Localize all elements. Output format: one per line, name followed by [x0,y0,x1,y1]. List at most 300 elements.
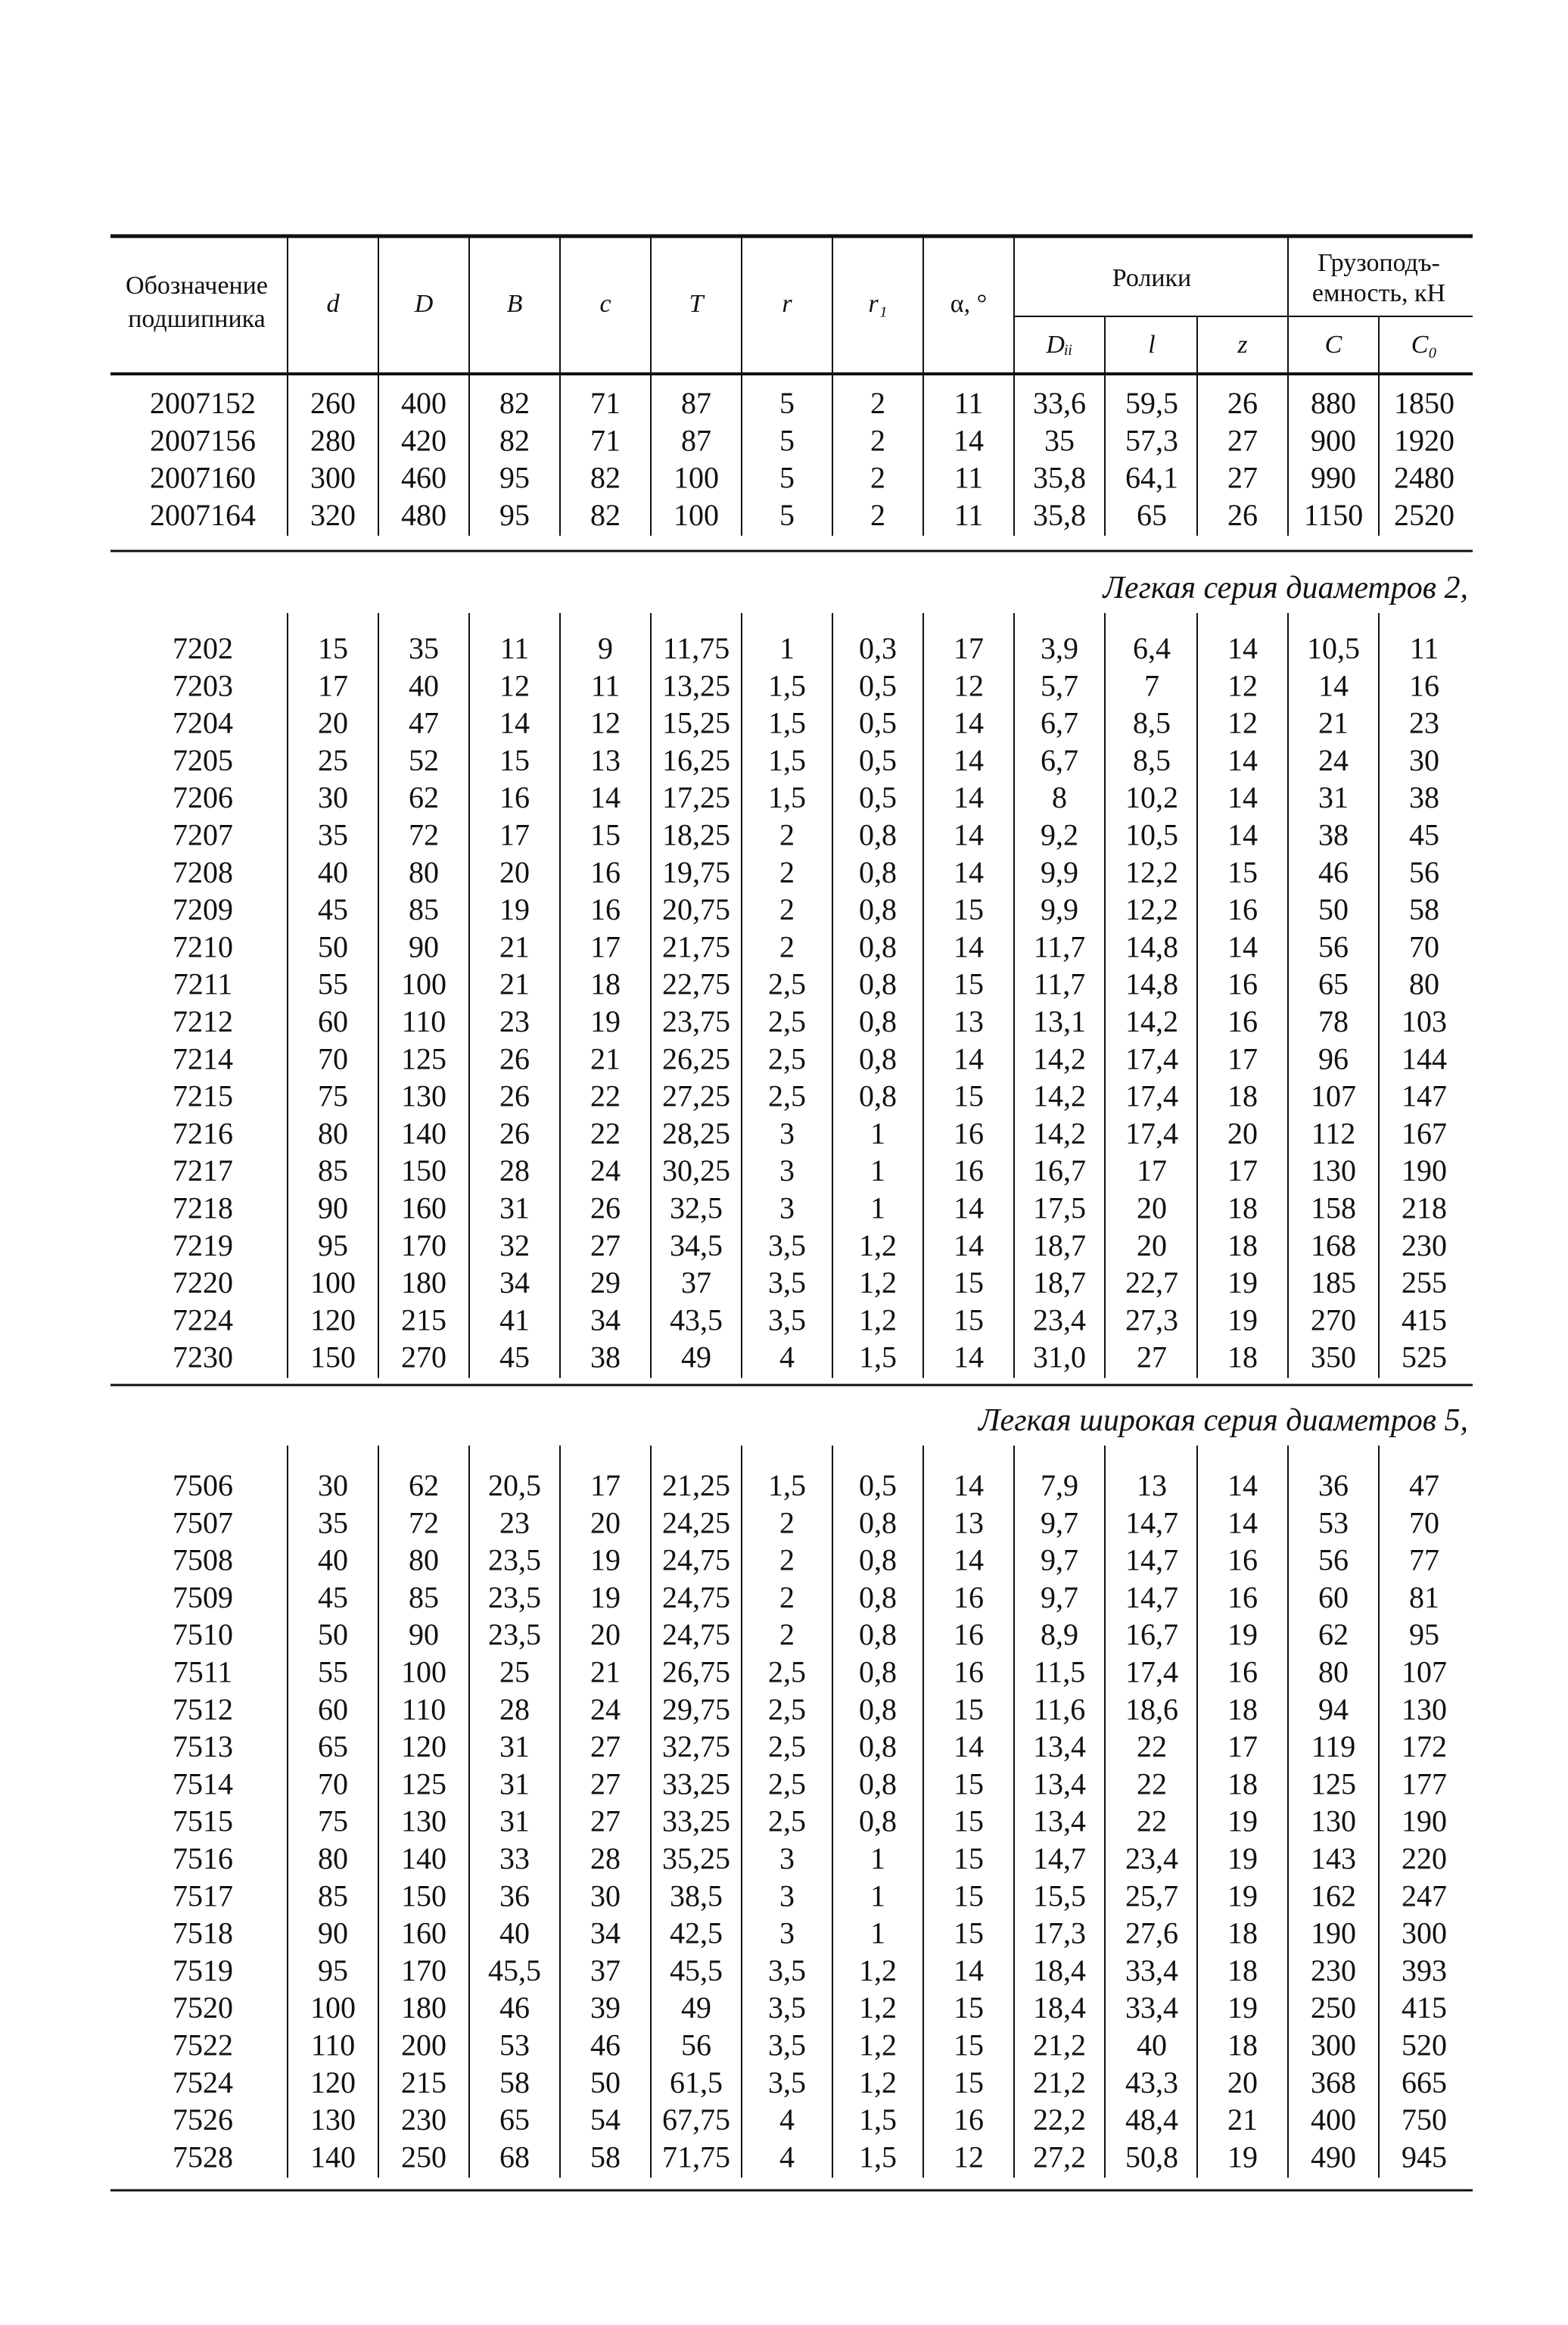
header-col-Dii: Dᵢᵢ [1046,331,1073,359]
table-cell: 2480 [1394,460,1454,495]
table-row [173,1505,1439,1539]
table-cell: 23 [499,1004,530,1038]
table-cell: 125 [401,1041,446,1076]
table-cell: 107 [1402,1654,1447,1689]
table-cell: 0,8 [859,1542,897,1577]
table-cell: 14 [954,1729,984,1764]
table-cell: 49 [681,1990,711,2025]
header-col-z: z [1237,331,1248,359]
table-cell: 18,7 [1033,1228,1086,1262]
table-cell: 350 [1311,1340,1356,1374]
table-cell: 14,2 [1033,1078,1086,1113]
designation-cell: 7507 [173,1505,233,1540]
table-cell: 120 [401,1729,446,1764]
table-cell: 18,25 [662,817,730,852]
table-cell: 3 [779,1116,795,1150]
table-cell: 32 [499,1228,530,1262]
table-body [150,386,1468,2174]
table-cell: 100 [401,966,446,1001]
table-cell: 17,4 [1125,1078,1178,1113]
table-cell: 5 [779,497,795,532]
table-cell: 17 [1227,1729,1258,1764]
header-col-C0: C₀ [1411,331,1438,359]
table-cell: 24,75 [662,1542,730,1577]
table-cell: 6,4 [1133,631,1171,665]
table-cell: 95 [499,497,530,532]
designation-cell: 7230 [173,1340,233,1374]
table-row [150,423,1454,457]
table-cell: 415 [1402,1303,1447,1337]
table-cell: 14 [954,705,984,740]
table-cell: 0,8 [859,1654,897,1689]
table-cell: 18 [1227,1340,1258,1374]
table-row [173,1953,1447,1987]
table-cell: 1 [870,1878,885,1913]
designation-cell: 7218 [173,1191,233,1225]
table-cell: 94 [1318,1692,1349,1726]
table-cell: 2 [779,892,795,927]
table-cell: 12,2 [1125,892,1178,927]
table-cell: 18 [1227,1953,1258,1987]
table-cell: 38 [590,1340,621,1374]
table-cell: 0,8 [859,966,897,1001]
table-cell: 0,3 [859,631,897,665]
table-cell: 170 [401,1228,446,1262]
table-header [126,249,1445,359]
table-cell: 26 [499,1041,530,1076]
table-cell: 2,5 [768,1654,806,1689]
table-cell: 16 [954,1580,984,1614]
table-cell: 48,4 [1125,2102,1178,2137]
table-cell: 75 [318,1078,348,1113]
table-cell: 16 [1227,892,1258,927]
table-cell: 3 [779,1916,795,1950]
table-cell: 172 [1402,1729,1447,1764]
table-cell: 2 [779,854,795,889]
table-cell: 26 [590,1191,621,1225]
table-cell: 4 [779,1340,795,1374]
table-cell: 87 [681,386,711,420]
table-cell: 250 [1311,1990,1356,2025]
table-cell: 19 [1227,1878,1258,1913]
table-cell: 95 [1409,1617,1439,1652]
table-cell: 3 [779,1841,795,1875]
table-cell: 12 [1227,668,1258,703]
table-cell: 880 [1311,386,1356,420]
table-cell: 27 [590,1804,621,1838]
table-row [173,1468,1439,1502]
table-cell: 3,5 [768,2065,806,2099]
table-cell: 45,5 [488,1953,541,1987]
table-cell: 1,5 [768,668,806,703]
designation-cell: 7208 [173,854,233,889]
designation-cell: 7506 [173,1468,233,1502]
table-cell: 14,7 [1125,1505,1178,1540]
table-cell: 11,75 [662,631,730,665]
table-cell: 143 [1311,1841,1356,1875]
table-cell: 58 [1409,892,1439,927]
table-row [150,461,1454,495]
table-cell: 1 [870,1116,885,1150]
designation-cell: 7219 [173,1228,233,1262]
table-cell: 16 [954,1153,984,1188]
designation-cell: 7519 [173,1953,233,1987]
table-cell: 19 [590,1580,621,1614]
table-cell: 0,8 [859,1804,897,1838]
table-cell: 54 [590,2102,621,2137]
table-cell: 190 [1402,1804,1447,1838]
table-cell: 17,4 [1125,1041,1178,1076]
table-cell: 14 [1227,742,1258,777]
table-cell: 14 [954,423,984,458]
table-cell: 80 [409,1542,439,1577]
table-cell: 260 [310,386,356,420]
table-row [173,967,1439,1001]
table-cell: 24,25 [662,1505,730,1540]
table-cell: 2,5 [768,1729,806,1764]
table-cell: 0,8 [859,854,897,889]
table-cell: 53 [1318,1505,1349,1540]
table-row [173,1692,1447,1726]
table-cell: 0,8 [859,1580,897,1614]
table-cell: 1,2 [859,2028,897,2062]
designation-cell: 7512 [173,1692,233,1726]
table-cell: 22 [590,1078,621,1113]
table-cell: 36 [1318,1468,1349,1502]
table-cell: 56 [1409,854,1439,889]
table-cell: 945 [1402,2140,1447,2174]
table-cell: 190 [1402,1153,1447,1188]
table-cell: 2,5 [768,1078,806,1113]
table-cell: 35,25 [662,1841,730,1875]
table-cell: 22 [1137,1804,1167,1838]
table-cell: 0,5 [859,668,897,703]
table-cell: 19 [1227,1617,1258,1652]
table-cell: 420 [401,423,446,458]
series-title: Легкая широкая серия диаметров 5, [978,1403,1468,1438]
table-cell: 50,8 [1125,2140,1178,2174]
table-cell: 247 [1402,1878,1447,1913]
table-cell: 50 [318,1617,348,1652]
table-cell: 31 [499,1729,530,1764]
table-cell: 1,2 [859,1953,897,1987]
table-cell: 14 [954,1542,984,1577]
table-cell: 45,5 [670,1953,723,1987]
table-cell: 42,5 [670,1916,723,1950]
table-cell: 30 [590,1878,621,1913]
table-cell: 2,5 [768,1692,806,1726]
table-cell: 28 [499,1692,530,1726]
designation-cell: 7528 [173,2140,233,2174]
table-cell: 9,7 [1041,1505,1078,1540]
table-cell: 80 [318,1841,348,1875]
table-row [173,2102,1447,2137]
table-cell: 15 [954,1766,984,1801]
table-cell: 13 [590,742,621,777]
table-cell: 2 [870,386,885,420]
table-cell: 72 [409,817,439,852]
table-cell: 18 [1227,2028,1258,2062]
table-row [173,1655,1447,1689]
table-cell: 22 [1137,1766,1167,1801]
table-cell: 12 [954,2140,984,2174]
table-cell: 158 [1311,1191,1356,1225]
table-cell: 14,8 [1125,966,1178,1001]
designation-cell: 2007160 [150,460,256,495]
table-cell: 14 [1227,929,1258,964]
table-row [173,1543,1439,1577]
table-cell: 20 [318,705,348,740]
table-cell: 3 [779,1878,795,1913]
table-cell: 1,5 [859,2102,897,2137]
table-cell: 110 [310,2028,356,2062]
table-cell: 22,2 [1033,2102,1086,2137]
table-cell: 16 [1227,1004,1258,1038]
table-cell: 5 [779,423,795,458]
table-cell: 1,2 [859,1990,897,2025]
table-cell: 2 [779,1542,795,1577]
table-cell: 26 [1227,386,1258,420]
table-cell: 65 [499,2102,530,2137]
table-cell: 16 [1227,1654,1258,1689]
table-cell: 30 [318,1468,348,1502]
designation-cell: 7513 [173,1729,233,1764]
table-cell: 17,4 [1125,1654,1178,1689]
header-col-B: B [506,290,523,318]
table-cell: 16 [590,854,621,889]
table-cell: 12 [590,705,621,740]
table-cell: 1920 [1394,423,1454,458]
table-cell: 19 [1227,1303,1258,1337]
table-cell: 1,2 [859,1303,897,1337]
table-cell: 3,5 [768,1265,806,1300]
designation-cell: 7510 [173,1617,233,1652]
table-cell: 18,7 [1033,1265,1086,1300]
table-cell: 3,5 [768,1953,806,1987]
table-cell: 1,5 [768,742,806,777]
table-cell: 400 [1311,2102,1356,2137]
table-cell: 24,75 [662,1580,730,1614]
table-cell: 0,8 [859,1505,897,1540]
table-cell: 460 [401,460,446,495]
table-cell: 90 [318,1191,348,1225]
table-cell: 1150 [1303,497,1364,532]
table-cell: 19 [590,1004,621,1038]
table-cell: 13,4 [1033,1804,1086,1838]
table-cell: 0,8 [859,1004,897,1038]
table-cell: 1 [870,1153,885,1188]
table-cell: 18 [1227,1916,1258,1950]
table-cell: 75 [318,1804,348,1838]
table-cell: 11,6 [1033,1692,1086,1726]
table-cell: 0,8 [859,1766,897,1801]
table-cell: 56 [1318,929,1349,964]
table-cell: 2,5 [768,966,806,1001]
table-cell: 82 [499,386,530,420]
table-row [173,1079,1447,1113]
table-cell: 750 [1402,2102,1447,2137]
table-cell: 4 [779,2102,795,2137]
table-cell: 70 [318,1041,348,1076]
designation-cell: 2007152 [150,386,256,420]
table-cell: 27 [590,1766,621,1801]
table-cell: 95 [318,1228,348,1262]
table-cell: 0,8 [859,892,897,927]
table-cell: 24 [590,1692,621,1726]
table-cell: 120 [310,1303,356,1337]
designation-cell: 7224 [173,1303,233,1337]
table-cell: 35 [318,1505,348,1540]
designation-cell: 7203 [173,668,233,703]
table-cell: 26,25 [662,1041,730,1076]
table-cell: 26,75 [662,1654,730,1689]
table-cell: 100 [310,1265,356,1300]
table-cell: 12 [499,668,530,703]
table-cell: 130 [1311,1804,1356,1838]
table-cell: 20 [590,1617,621,1652]
table-cell: 255 [1402,1265,1447,1300]
table-cell: 85 [409,1580,439,1614]
table-cell: 23,4 [1125,1841,1178,1875]
table-cell: 0,8 [859,1617,897,1652]
table-cell: 185 [1311,1265,1356,1300]
designation-cell: 7215 [173,1078,233,1113]
designation-cell: 7516 [173,1841,233,1875]
table-cell: 23,4 [1033,1303,1086,1337]
table-cell: 10,5 [1307,631,1360,665]
table-cell: 11 [499,631,530,665]
table-cell: 15 [318,631,348,665]
table-cell: 167 [1402,1116,1447,1150]
table-cell: 35 [318,817,348,852]
table-cell: 520 [1402,2028,1447,2062]
table-row [173,1116,1447,1150]
table-row [173,818,1439,852]
table-cell: 130 [401,1804,446,1838]
table-cell: 218 [1402,1191,1447,1225]
table-cell: 20 [1227,1116,1258,1150]
table-cell: 32,5 [670,1191,723,1225]
designation-cell: 7522 [173,2028,233,2062]
table-cell: 100 [674,497,719,532]
table-cell: 29 [590,1265,621,1300]
table-cell: 3 [779,1153,795,1188]
table-cell: 34 [590,1916,621,1950]
table-cell: 130 [310,2102,356,2137]
table-cell: 2,5 [768,1041,806,1076]
table-cell: 14 [1318,668,1349,703]
table-cell: 15 [954,892,984,927]
table-cell: 14,7 [1125,1580,1178,1614]
table-cell: 19 [590,1542,621,1577]
table-cell: 14 [954,1191,984,1225]
table-cell: 18,4 [1033,1953,1086,1987]
table-cell: 46 [590,2028,621,2062]
table-cell: 16 [954,2102,984,2137]
table-cell: 20 [1227,2065,1258,2099]
table-cell: 23 [1409,705,1439,740]
table-cell: 33,4 [1125,1953,1178,1987]
table-cell: 50 [590,2065,621,2099]
table-cell: 62 [409,780,439,815]
table-cell: 2,5 [768,1766,806,1801]
table-cell: 22,75 [662,966,730,1001]
table-cell: 20 [1137,1228,1167,1262]
table-cell: 55 [318,1654,348,1689]
table-cell: 200 [401,2028,446,2062]
table-row [173,1004,1447,1038]
table-row [173,1841,1447,1875]
table-row [173,892,1439,926]
table-cell: 150 [401,1878,446,1913]
table-cell: 55 [318,966,348,1001]
header-col-r1: r₁ [868,290,888,318]
table-cell: 300 [310,460,356,495]
table-cell: 18 [1227,1228,1258,1262]
table-cell: 25 [499,1654,530,1689]
table-row [150,386,1454,420]
table-cell: 15 [590,817,621,852]
table-row [173,1153,1447,1187]
table-cell: 17 [1227,1153,1258,1188]
table-cell: 14,2 [1125,1004,1178,1038]
table-cell: 45 [499,1340,530,1374]
table-cell: 5 [779,460,795,495]
table-cell: 12 [1227,705,1258,740]
designation-cell: 7214 [173,1041,233,1076]
table-cell: 16,7 [1033,1153,1086,1188]
table-cell: 14 [954,817,984,852]
table-cell: 100 [674,460,719,495]
series-title: Легкая серия диаметров 2, [1103,571,1468,605]
table-cell: 31 [499,1766,530,1801]
table-cell: 19,75 [662,854,730,889]
table-cell: 14 [499,705,530,740]
designation-cell: 7514 [173,1766,233,1801]
table-cell: 13,25 [662,668,730,703]
table-cell: 71 [590,423,621,458]
table-cell: 72 [409,1505,439,1540]
table-cell: 14 [954,929,984,964]
table-cell: 85 [318,1153,348,1188]
table-cell: 300 [1311,2028,1356,2062]
table-row [173,1041,1447,1075]
table-cell: 85 [409,892,439,927]
table-cell: 17 [318,668,348,703]
designation-cell: 7212 [173,1004,233,1038]
table-cell: 100 [401,1654,446,1689]
table-row [173,1804,1447,1838]
table-cell: 22 [1137,1729,1167,1764]
table-cell: 270 [1311,1303,1356,1337]
table-cell: 21 [590,1041,621,1076]
table-cell: 180 [401,1265,446,1300]
table-cell: 14 [1227,1468,1258,1502]
table-cell: 50 [318,929,348,964]
table-cell: 33,4 [1125,1990,1178,2025]
table-cell: 16,25 [662,742,730,777]
table-cell: 162 [1311,1878,1356,1913]
table-cell: 140 [310,2140,356,2174]
header-col-C: C [1324,331,1342,359]
table-cell: 990 [1311,460,1356,495]
table-cell: 13 [954,1004,984,1038]
table-cell: 60 [318,1692,348,1726]
table-cell: 490 [1311,2140,1356,2174]
table-cell: 2 [779,1580,795,1614]
designation-cell: 7207 [173,817,233,852]
table-cell: 230 [401,2102,446,2137]
